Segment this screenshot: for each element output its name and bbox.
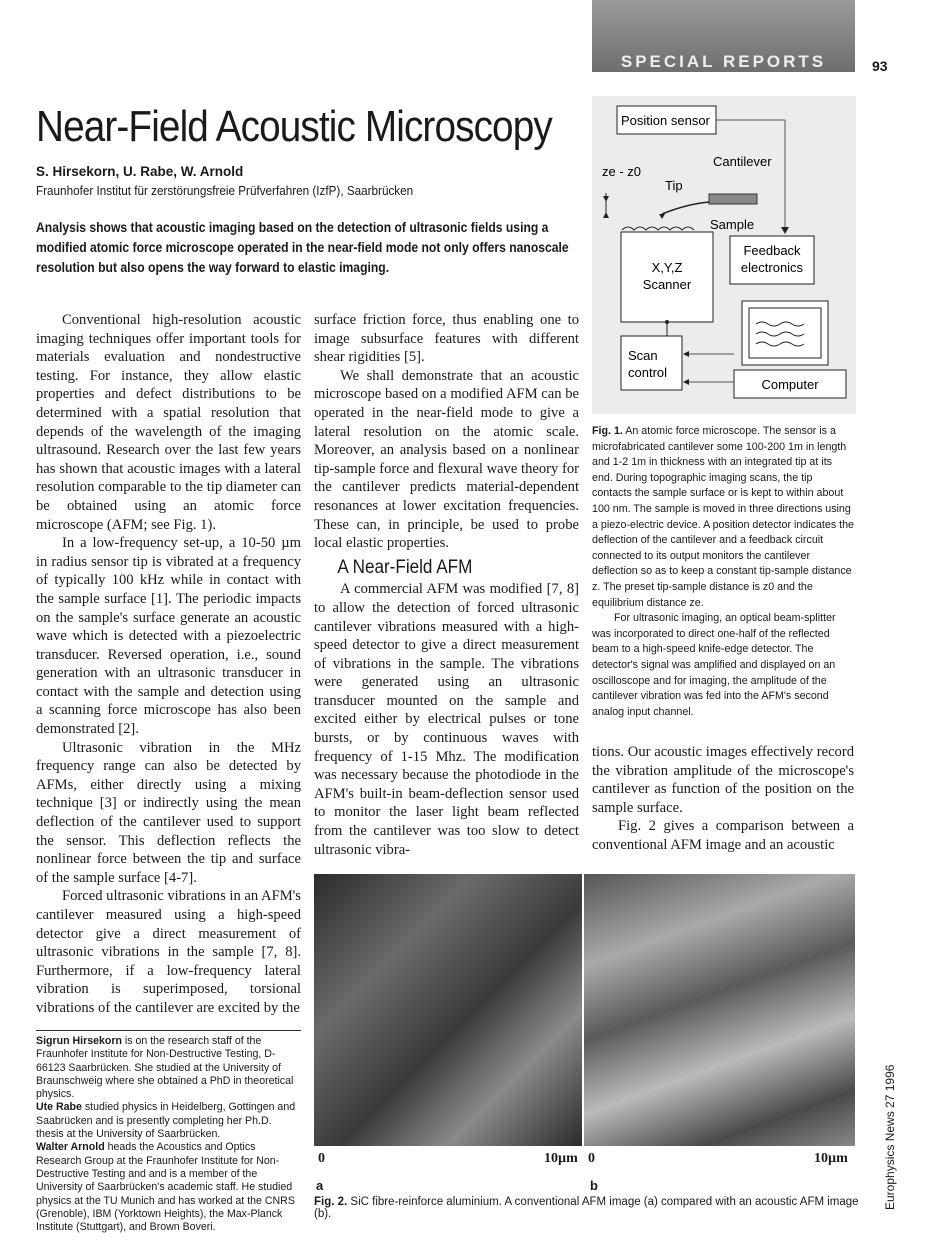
paragraph: Ultrasonic vibration in the MHz frequency range can also be detected by AFMs, either directly using a mixing technique [3] or indirectly using the mean deflection of the cantilever used to support the sensor. This deflection reflects the nonlinear force between the tip and surface of the sample surface [4-7]. xyxy=(36,739,301,886)
running-footer: Europhysics News 27 1996 xyxy=(883,1064,897,1210)
page-number: 93 xyxy=(872,58,888,74)
scale-end-b: 10µm xyxy=(814,1151,848,1166)
author-bios xyxy=(36,1030,301,1234)
bio-name: Sigrun Hirsekorn xyxy=(36,1035,122,1047)
bio-text: heads the Acoustics and Optics Research Group at the Fraunhofer Institute for Non-Destructive Testing and and is a member of the University of Saarbrücken's academic staff. He studied physics at the TU Munich and has worked at the CNRS (Grenoble), IBM (Yorktown Heights), the Max-Planck Institute (Stuttgart), and Brown Boveri. xyxy=(36,1141,295,1234)
bio xyxy=(36,1035,301,1101)
scale-end-a: 10µm xyxy=(544,1151,578,1166)
bio-text: is on the research staff of the Fraunhofer Institute for Non-Destructive Testing, D-66123 Saarbrücken. She studied at the University of Braunschweig where she obtained a PhD in theoretical physics. xyxy=(36,1035,294,1101)
paragraph: Conventional high-resolution acoustic imaging techniques offer important tools for materials evaluation and nondestructive testing. For instance, they allow elastic properties and defect distributions to be determined with a spatial resolution that depends of the wavelength of the imaging ultrasound. Research over the last few years has shown that acoustic images with a lateral resolution comparable to the tip diameter can be obtained using an atomic force microscope (AFM; see Fig. 1). xyxy=(36,312,301,533)
affiliation: Fraunhofer Institut für zerstörungsfreie Prüfverfahren (IzfP), Saarbrücken xyxy=(36,183,414,198)
caption-label: Fig. 1. xyxy=(592,425,623,437)
figure-1-caption xyxy=(592,424,854,720)
caption-label: Fig. 2. xyxy=(314,1196,348,1208)
feedback-label-2: electronics xyxy=(740,260,804,275)
paragraph: In a low-frequency set-up, a 10-50 µm in radius sensor tip is vibrated at a frequency of typically 100 kHz while in contact with the sample surface [1]. The periodic impacts on the sample's surface generate an acoustic wave which is detected with a piezoelectric transducer. Reversed operation, i.e., sound generation with an ultrasonic transducer in contact with the sample and detection using a scanning force microscope has also been demonstrated [2]. xyxy=(36,535,301,738)
column-3 xyxy=(592,743,854,855)
paragraph: tions. Our acoustic images effectively record the vibration amplitude of the microscope's cantilever as function of the position on the sample surface. xyxy=(592,744,854,816)
paragraph: We shall demonstrate that an acoustic microscope based on a modified AFM can be operated in the near-field mode to give a lateral resolution on the atomic scale. Moreover, an analysis based on a nonlinear tip-sample force and flexural wave theory for the cantilever predicts material-dependent resonances at lower excitation frequencies. These can, in principle, be used to probe local elastic properties. xyxy=(314,367,580,552)
scale-start-a: 0 xyxy=(318,1151,325,1166)
bio-name: Ute Rabe xyxy=(36,1101,82,1114)
caption-text: SiC fibre-reinforce aluminium. A conventional AFM image (a) compared with an acoustic AFM image (b). xyxy=(314,1196,859,1220)
paragraph: surface friction force, thus enabling one to image subsurface features with different shear rigidities [5]. xyxy=(314,312,579,366)
afm-image-a xyxy=(314,874,582,1146)
sample-label: Sample xyxy=(710,217,755,232)
caption-paragraph: For ultrasonic imaging, an optical beam-splitter was incorporated to direct one-half of the reflected beam to a high-speed knife-edge detector. The detector's signal was amplified and displayed on an oscilloscope and for imaging, the amplitude of the cantilever vibration was fed into the AFM's second analog input channel. xyxy=(592,612,836,718)
panel-label-a: a xyxy=(316,1178,324,1193)
tip-label: Tip xyxy=(665,178,683,193)
section-label: SPECIAL REPORTS xyxy=(620,52,827,71)
panel-label-b: b xyxy=(590,1178,598,1193)
scan-control-label-2: control xyxy=(628,365,668,380)
computer-label: Computer xyxy=(761,377,819,392)
paragraph: A commercial AFM was modified [7, 8] to allow the detection of forced ultrasonic cantilever vibrations measured with a high-speed detector to give a direct measurement of vibrations in the sample. The vibrations were generated using an ultrasonic transducer mounted on the sample and excited either by electrical pulses or tone bursts, or by continuous waves with frequency of 1-15 Mhz. The modification was necessary because the photodiode in the AFM's built-in beam-deflection sensor used to monitor the laser light beam reflected from the cantilever was too slow to detect ultrasonic vibra- xyxy=(314,581,579,858)
authors: S. Hirsekorn, U. Rabe, W. Arnold xyxy=(36,164,244,179)
figure-2-caption xyxy=(314,1196,874,1220)
scale-start-b: 0 xyxy=(588,1151,595,1166)
afm-schematic xyxy=(592,96,856,414)
paragraph: Forced ultrasonic vibrations in an AFM's cantilever measured using a high-speed detector give a direct measurement of ultrasonic vibrations in the sample [7, 8]. Furthermore, if a low-frequency lateral vibration is superimposed, torsional vibrations of the cantilever are excited by the xyxy=(36,888,301,1016)
ze-z0-label: ze - z0 xyxy=(602,164,642,179)
scanner-label-1: X,Y,Z xyxy=(651,260,683,275)
column-1 xyxy=(36,311,301,1018)
scanner-label-2: Scanner xyxy=(642,277,692,292)
column-2 xyxy=(314,311,579,859)
scan-control-box xyxy=(621,336,682,390)
caption-text: An atomic force microscope. The sensor is a microfabricated cantilever some 100-200 1m in length and 1-2 1m in thickness with an integrated tip at its end. During topographic imaging scans, the tip contacts the sample surface or is kept to within about 100 nm. The sample is moved in three directions using a piezo-electric device. A position detector indicates the deflection of the cantilever and a feedback circuit connected to its output monitors the cantilever deflection so as to keep a constant tip-sample distance z. The preset tip-sample distance is z0 and the equilibrium distance ze. xyxy=(592,425,854,609)
caption-paragraph xyxy=(592,424,854,611)
cantilever-label: Cantilever xyxy=(713,154,772,169)
section-heading: A Near-Field AFM xyxy=(337,556,473,578)
bio xyxy=(36,1141,301,1234)
article-title: Near-Field Acoustic Microscopy xyxy=(36,102,552,151)
feedback-label-1: Feedback xyxy=(743,243,801,258)
figure-1-diagram xyxy=(592,96,856,414)
bio xyxy=(36,1101,301,1141)
cantilever-chip xyxy=(709,194,757,204)
bio-text: studied physics in Heidelberg, Gottingen and Saabrücken and is presently completing her Ph.D. thesis at the University of Saarbrücken. xyxy=(36,1101,296,1141)
position-sensor-label: Position sensor xyxy=(621,113,710,128)
bio-name: Walter Arnold xyxy=(36,1141,105,1154)
scan-control-label-1: Scan xyxy=(628,348,658,363)
afm-image-b xyxy=(584,874,855,1146)
paragraph: Fig. 2 gives a comparison between a conventional AFM image and an acoustic xyxy=(592,818,854,853)
abstract: Analysis shows that acoustic imaging based on the detection of ultrasonic fields using a modified atomic force microscope operated in the near-field mode not only offers nanoscale resolution but also opens the way forward to elastic imaging. xyxy=(36,220,569,275)
